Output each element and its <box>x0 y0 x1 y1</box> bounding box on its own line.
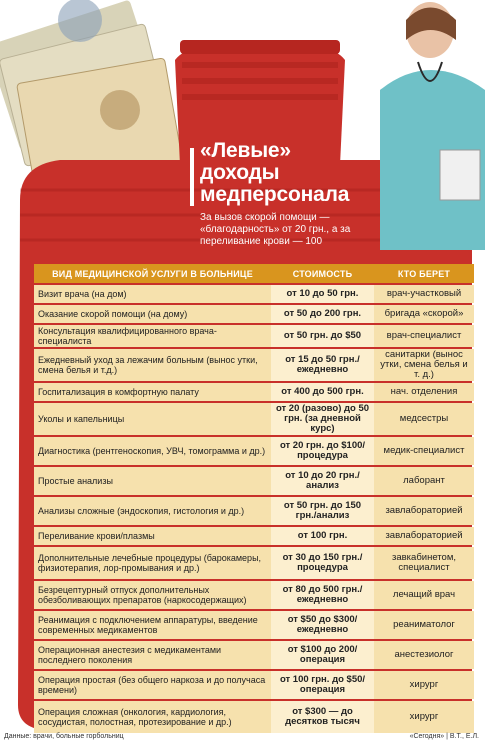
service-cell: Консультация квалифицированного врача-специалиста <box>34 325 271 347</box>
service-cell: Диагностика (рентгеноскопия, УВЧ, томограмма и др.) <box>34 437 271 465</box>
who-cell: анестезиолог <box>374 641 474 669</box>
service-cell: Безрецептурный отпуск дополнительных обезболивающих препаратов (наркосодержащих) <box>34 581 271 609</box>
service-cell: Реанимация с подключением аппаратуры, введение современных медикаментов <box>34 611 271 639</box>
cost-cell: от 20 грн. до $100/процедура <box>271 437 374 465</box>
cost-cell: от 80 до 500 грн./ежедневно <box>271 581 374 609</box>
who-cell: лаборант <box>374 467 474 495</box>
table-row <box>34 403 474 435</box>
table-row <box>34 349 474 381</box>
page-title-line-2: доходы <box>200 161 280 184</box>
service-cell: Простые анализы <box>34 467 271 495</box>
column-header-who: КТО БЕРЕТ <box>374 264 474 283</box>
cost-cell: от 50 до 200 грн. <box>271 305 374 323</box>
who-cell: санитарки (вынос утки, смена белья и т. д.) <box>374 349 474 381</box>
table-row <box>34 437 474 465</box>
service-cell: Переливание крови/плазмы <box>34 527 271 545</box>
cost-cell: от 20 (разово) до 50 грн. (за дневной курс) <box>271 403 374 435</box>
who-cell: хирург <box>374 701 474 733</box>
title-accent-bar <box>190 148 194 206</box>
credit-note: «Сегодня» | В.Т., Е.Л. <box>409 733 479 740</box>
service-cell: Операция простая (без общего наркоза и до получаса времени) <box>34 671 271 699</box>
page-title-line-3: медперсонала <box>200 183 350 206</box>
cost-cell: от 10 до 50 грн. <box>271 285 374 303</box>
who-cell: завкабинетом, специалист <box>374 547 474 579</box>
table-row <box>34 305 474 323</box>
who-cell: хирург <box>374 671 474 699</box>
service-cell: Уколы и капельницы <box>34 403 271 435</box>
table-row <box>34 527 474 545</box>
table-row <box>34 671 474 699</box>
who-cell: реаниматолог <box>374 611 474 639</box>
page-title-line-1: «Левые» <box>200 139 291 162</box>
table-row <box>34 701 474 733</box>
service-cell: Операция сложная (онкология, кардиология, сосудистая, полостная, протезирование и др.) <box>34 701 271 733</box>
price-table <box>34 262 474 735</box>
cost-cell: от 400 до 500 грн. <box>271 383 374 401</box>
service-cell: Дополнительные лечебные процедуры (барокамеры, физиотерапия, лор-промывания и др.) <box>34 547 271 579</box>
cost-cell: от 10 до 20 грн./анализ <box>271 467 374 495</box>
source-note: Данные: врачи, больные горбольниц <box>4 733 124 740</box>
cost-cell: от 100 грн. <box>271 527 374 545</box>
who-cell: медсестры <box>374 403 474 435</box>
table-row <box>34 383 474 401</box>
who-cell: бригада «скорой» <box>374 305 474 323</box>
cost-cell: от 50 грн. до $50 <box>271 325 374 347</box>
table-row <box>34 547 474 579</box>
cost-cell: от 50 грн. до 150 грн./анализ <box>271 497 374 525</box>
service-cell: Оказание скорой помощи (на дому) <box>34 305 271 323</box>
service-cell: Визит врача (на дом) <box>34 285 271 303</box>
service-cell: Анализы сложные (эндоскопия, гистология и др.) <box>34 497 271 525</box>
page-subtitle: За вызов скорой помощи — «благодарность» от 20 грн., а за переливание крови — 100 <box>200 212 351 247</box>
who-cell: лечащий врач <box>374 581 474 609</box>
service-cell: Ежедневный уход за лежачим больным (вынос утки, смена белья и т.д.) <box>34 349 271 381</box>
cost-cell: от $50 до $300/ежедневно <box>271 611 374 639</box>
table-row <box>34 581 474 609</box>
cost-cell: от $300 — до десятков тысяч <box>271 701 374 733</box>
cost-cell: от 15 до 50 грн./ежедневно <box>271 349 374 381</box>
who-cell: завлабораторией <box>374 527 474 545</box>
service-cell: Операционная анестезия с медикаментами последнего поколения <box>34 641 271 669</box>
service-cell: Госпитализация в комфортную палату <box>34 383 271 401</box>
who-cell: завлабораторией <box>374 497 474 525</box>
nurse-illustration <box>380 2 485 250</box>
cost-cell: от 30 до 150 грн./процедура <box>271 547 374 579</box>
cost-cell: от $100 до 200/операция <box>271 641 374 669</box>
table-header-row <box>34 264 474 283</box>
table-row <box>34 285 474 303</box>
column-header-service: ВИД МЕДИЦИНСКОЙ УСЛУГИ В БОЛЬНИЦЕ <box>34 264 271 283</box>
headline-block <box>200 140 370 248</box>
who-cell: врач-специалист <box>374 325 474 347</box>
cost-cell: от 100 грн. до $50/операция <box>271 671 374 699</box>
table-row <box>34 467 474 495</box>
who-cell: нач. отделения <box>374 383 474 401</box>
who-cell: врач-участковый <box>374 285 474 303</box>
table-row <box>34 497 474 525</box>
table-row <box>34 611 474 639</box>
who-cell: медик-специалист <box>374 437 474 465</box>
table-row <box>34 641 474 669</box>
table-row <box>34 325 474 347</box>
column-header-cost: СТОИМОСТЬ <box>271 264 374 283</box>
